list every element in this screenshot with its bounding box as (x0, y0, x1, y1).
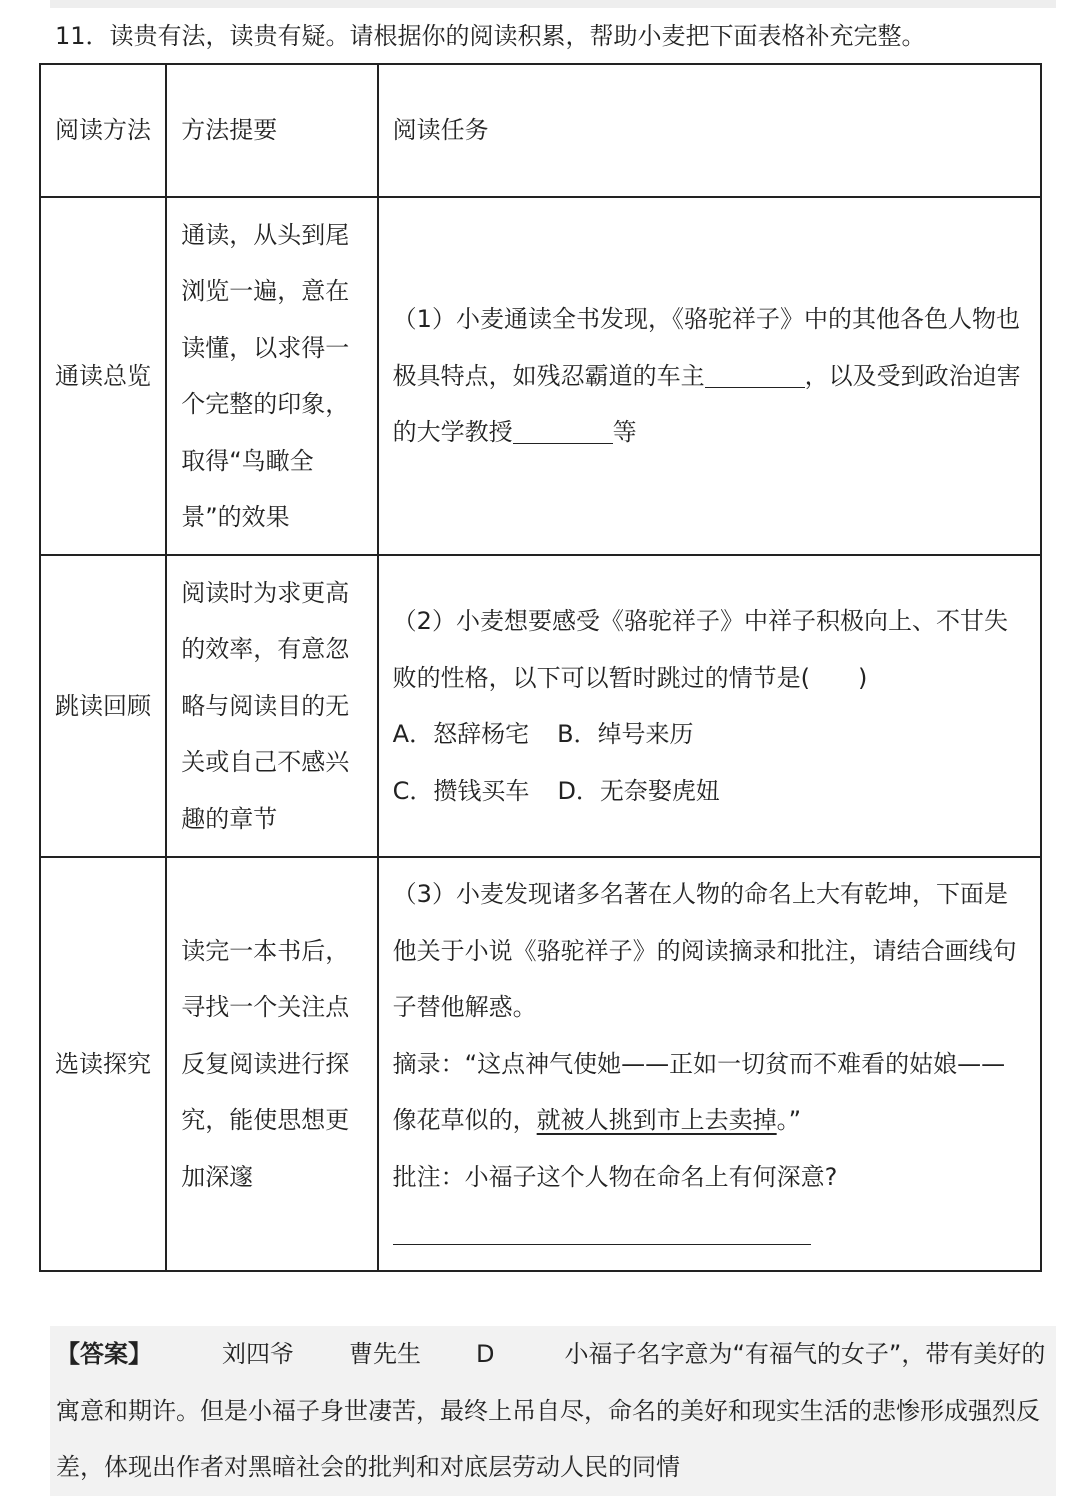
task-text: （2）小麦想要感受《骆驼祥子》中祥子积极向上、不甘失败的性格，以下可以暂时跳过的情节是( ) (392, 607, 1008, 692)
underlined-sentence: 就被人挑到市上去卖掉 (536, 1106, 777, 1135)
header-task: 阅读任务 (378, 64, 1041, 197)
task-text: （1）小麦通读全书发现，《骆驼祥子》中的其他各色人物也极具特点，如残忍霸道的车主 (392, 305, 1020, 390)
answer-line (393, 1205, 1026, 1262)
answer-blank[interactable] (393, 1220, 811, 1245)
top-divider (50, 0, 1056, 8)
task-text: 等 (612, 418, 637, 447)
header-method: 阅读方法 (40, 64, 166, 197)
table-row (40, 197, 1041, 555)
option-a: A．怒辞杨宅 (392, 720, 530, 748)
option-b: B．绰号来历 (557, 720, 694, 748)
task-cell (378, 555, 1041, 857)
header-summary: 方法提要 (166, 64, 377, 197)
answer-3: D (476, 1340, 495, 1368)
option-d: D．无奈娶虎妞 (557, 776, 720, 805)
method-cell: 通读总览 (40, 197, 166, 555)
answer-box (50, 1326, 1056, 1496)
options-line (393, 706, 1026, 763)
task-cell (378, 857, 1041, 1271)
reading-method-table (39, 63, 1042, 1272)
summary-cell: 通读，从头到尾浏览一遍，意在读懂，以求得一个完整的印象，取得“鸟瞰全景”的效果 (166, 197, 377, 555)
excerpt-part: 。” (776, 1106, 802, 1135)
question-text: 11．读贵有法，读贵有疑。请根据你的阅读积累，帮助小麦把下面表格补充完整。 (55, 22, 926, 50)
answer-2: 曹先生 (349, 1340, 421, 1368)
table-row (40, 555, 1041, 857)
option-c: C．攒钱买车 (392, 776, 530, 805)
task-cell (378, 197, 1041, 555)
task-text: ，以及受到政治迫害的大学教授 (392, 361, 1021, 447)
task-text: （3）小麦发现诸多名著在人物的命名上大有乾坤，下面是他关于小说《骆驼祥子》的阅读摘录和批注，请结合画线句子替他解惑。 (392, 880, 1017, 1022)
answer-1: 刘四爷 (222, 1340, 294, 1368)
summary-cell: 阅读时为求更高的效率，有意忽略与阅读目的无关或自己不感兴趣的章节 (166, 555, 377, 857)
excerpt-part: 摘录：“这点神气使她——正如一切贫而不难看的姑娘——像花草似的， (392, 1049, 1006, 1135)
answer-label: 【答案】 (56, 1340, 152, 1368)
excerpt-text (393, 1036, 1026, 1149)
options-line (393, 763, 1026, 820)
summary-cell: 读完一本书后，寻找一个关注点反复阅读进行探究，能使思想更加深邃 (166, 857, 377, 1271)
answer-4: 小福子名字意为“有福气的女子”，带有美好的寓意和期许。但是小福子身世凄苦，最终上吊自尽，命名的美好和现实生活的悲惨形成强烈反差，体现出作者对黑暗社会的批判和对底层劳动人民的同情 (56, 1340, 1046, 1481)
note-text: 批注：小福子这个人物在命名上有何深意? (392, 1162, 838, 1191)
method-cell: 选读探究 (40, 857, 166, 1271)
answer-blank[interactable] (705, 363, 805, 388)
answer-blank[interactable] (513, 419, 613, 444)
method-cell: 跳读回顾 (40, 555, 166, 857)
table-header-row (40, 64, 1041, 197)
table-row (40, 857, 1041, 1271)
